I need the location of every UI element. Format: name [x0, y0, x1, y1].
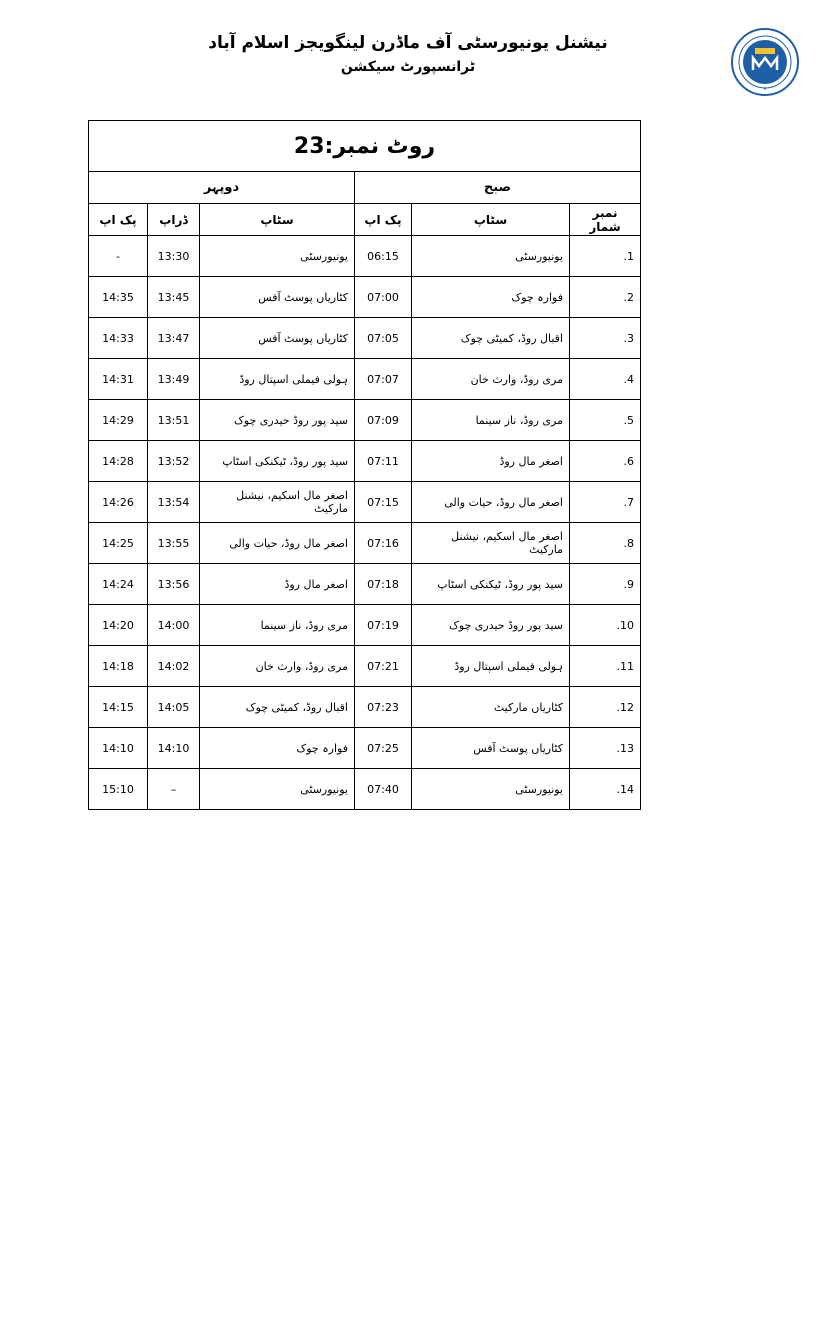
row-number: 4. [570, 359, 641, 400]
afternoon-drop-time: 13:55 [148, 523, 200, 564]
afternoon-drop-time: 14:10 [148, 728, 200, 769]
morning-pickup-time: 07:07 [355, 359, 412, 400]
afternoon-stop: مری روڈ، ناز سینما [200, 605, 355, 646]
row-number: 11. [570, 646, 641, 687]
afternoon-stop: کٹاریاں پوسٹ آفس [200, 318, 355, 359]
afternoon-pickup-time: 14:24 [89, 564, 148, 605]
afternoon-drop-time: 14:05 [148, 687, 200, 728]
morning-stop: یونیورسٹی [412, 236, 570, 277]
table-row [89, 605, 641, 646]
row-number: 5. [570, 400, 641, 441]
morning-stop: یونیورسٹی [412, 769, 570, 810]
afternoon-pickup-time: 14:25 [89, 523, 148, 564]
afternoon-stop: سید پور روڈ حیدری چوک [200, 400, 355, 441]
row-number: 2. [570, 277, 641, 318]
row-number: 14. [570, 769, 641, 810]
morning-stop: سید پور روڈ، ٹیکنکی اسٹاپ [412, 564, 570, 605]
column-afternoon-drop: ڈراپ [148, 204, 200, 236]
row-number: 7. [570, 482, 641, 523]
table-row [89, 400, 641, 441]
morning-pickup-time: 07:21 [355, 646, 412, 687]
table-row [89, 523, 641, 564]
afternoon-drop-time: 13:51 [148, 400, 200, 441]
morning-stop: مری روڈ، وارث خان [412, 359, 570, 400]
document-header [0, 30, 816, 78]
afternoon-drop-time: 13:45 [148, 277, 200, 318]
afternoon-pickup-time: 14:28 [89, 441, 148, 482]
morning-stop: مری روڈ، ناز سینما [412, 400, 570, 441]
table-row [89, 359, 641, 400]
afternoon-pickup-time: 15:10 [89, 769, 148, 810]
table-row [89, 441, 641, 482]
route-title: روٹ نمبر:23 [89, 121, 641, 172]
table-row [89, 277, 641, 318]
morning-pickup-time: 07:09 [355, 400, 412, 441]
row-number: 10. [570, 605, 641, 646]
column-morning-stop: سٹاپ [412, 204, 570, 236]
afternoon-stop: یونیورسٹی [200, 769, 355, 810]
row-number: 8. [570, 523, 641, 564]
morning-stop: کٹاریاں مارکیٹ [412, 687, 570, 728]
morning-pickup-time: 07:05 [355, 318, 412, 359]
morning-stop: ہولی فیملی اسپتال روڈ [412, 646, 570, 687]
table-row [89, 769, 641, 810]
afternoon-header: دوپہر [89, 172, 355, 204]
afternoon-stop: سید پور روڈ، ٹیکنکی اسٹاپ [200, 441, 355, 482]
morning-pickup-time: 07:25 [355, 728, 412, 769]
morning-stop: اصغر مال روڈ، حیات والی [412, 482, 570, 523]
morning-pickup-time: 07:40 [355, 769, 412, 810]
university-name: نیشنل یونیورسٹی آف ماڈرن لینگویجز اسلام آباد [208, 33, 608, 53]
row-number: 1. [570, 236, 641, 277]
afternoon-drop-time: 13:47 [148, 318, 200, 359]
morning-pickup-time: 06:15 [355, 236, 412, 277]
morning-pickup-time: 07:16 [355, 523, 412, 564]
morning-pickup-time: 07:19 [355, 605, 412, 646]
afternoon-drop-time: 13:56 [148, 564, 200, 605]
row-number: 13. [570, 728, 641, 769]
table-row [89, 482, 641, 523]
column-afternoon-pickup: پک اپ [89, 204, 148, 236]
afternoon-drop-time: 14:02 [148, 646, 200, 687]
table-row [89, 687, 641, 728]
afternoon-pickup-time: 14:29 [89, 400, 148, 441]
timetable-body [89, 236, 641, 810]
morning-pickup-time: 07:18 [355, 564, 412, 605]
afternoon-drop-time: – [148, 769, 200, 810]
afternoon-pickup-time: - [89, 236, 148, 277]
afternoon-drop-time: 13:30 [148, 236, 200, 277]
column-afternoon-stop: سٹاپ [200, 204, 355, 236]
afternoon-stop: فوارہ چوک [200, 728, 355, 769]
row-number: 3. [570, 318, 641, 359]
university-seal-icon [731, 28, 799, 96]
afternoon-stop: کٹاریاں پوسٹ آفس [200, 277, 355, 318]
afternoon-pickup-time: 14:33 [89, 318, 148, 359]
afternoon-stop: مری روڈ، وارث خان [200, 646, 355, 687]
afternoon-drop-time: 13:54 [148, 482, 200, 523]
morning-pickup-time: 07:23 [355, 687, 412, 728]
section-name: ٹرانسپورٹ سیکشن [340, 59, 476, 75]
afternoon-drop-time: 13:52 [148, 441, 200, 482]
morning-stop: اصغر مال اسکیم، نیشنل مارکیٹ [412, 523, 570, 564]
row-number: 12. [570, 687, 641, 728]
table-row [89, 564, 641, 605]
table-row [89, 318, 641, 359]
route-timetable [88, 120, 641, 810]
table-row [89, 236, 641, 277]
afternoon-stop: اصغر مال روڈ [200, 564, 355, 605]
afternoon-stop: یونیورسٹی [200, 236, 355, 277]
morning-stop: اصغر مال روڈ [412, 441, 570, 482]
afternoon-drop-time: 13:49 [148, 359, 200, 400]
row-number: 6. [570, 441, 641, 482]
afternoon-pickup-time: 14:35 [89, 277, 148, 318]
table-row [89, 646, 641, 687]
afternoon-stop: اقبال روڈ، کمیٹی چوک [200, 687, 355, 728]
afternoon-pickup-time: 14:31 [89, 359, 148, 400]
morning-header: صبح [355, 172, 641, 204]
afternoon-drop-time: 14:00 [148, 605, 200, 646]
morning-stop: فوارہ چوک [412, 277, 570, 318]
afternoon-stop: اصغر مال اسکیم، نیشنل مارکیٹ [200, 482, 355, 523]
column-morning-pickup: پک اپ [355, 204, 412, 236]
row-number: 9. [570, 564, 641, 605]
morning-stop: اقبال روڈ، کمیٹی چوک [412, 318, 570, 359]
afternoon-pickup-time: 14:18 [89, 646, 148, 687]
afternoon-pickup-time: 14:20 [89, 605, 148, 646]
afternoon-stop: اصغر مال روڈ، حیات والی [200, 523, 355, 564]
column-number: نمبر شمار [570, 204, 641, 236]
morning-stop: کٹاریاں پوسٹ آفس [412, 728, 570, 769]
morning-pickup-time: 07:00 [355, 277, 412, 318]
morning-stop: سید پور روڈ حیدری چوک [412, 605, 570, 646]
afternoon-pickup-time: 14:10 [89, 728, 148, 769]
afternoon-pickup-time: 14:15 [89, 687, 148, 728]
afternoon-pickup-time: 14:26 [89, 482, 148, 523]
morning-pickup-time: 07:11 [355, 441, 412, 482]
morning-pickup-time: 07:15 [355, 482, 412, 523]
table-row [89, 728, 641, 769]
afternoon-stop: ہولی فیملی اسپتال روڈ [200, 359, 355, 400]
svg-text:★: ★ [762, 86, 768, 92]
